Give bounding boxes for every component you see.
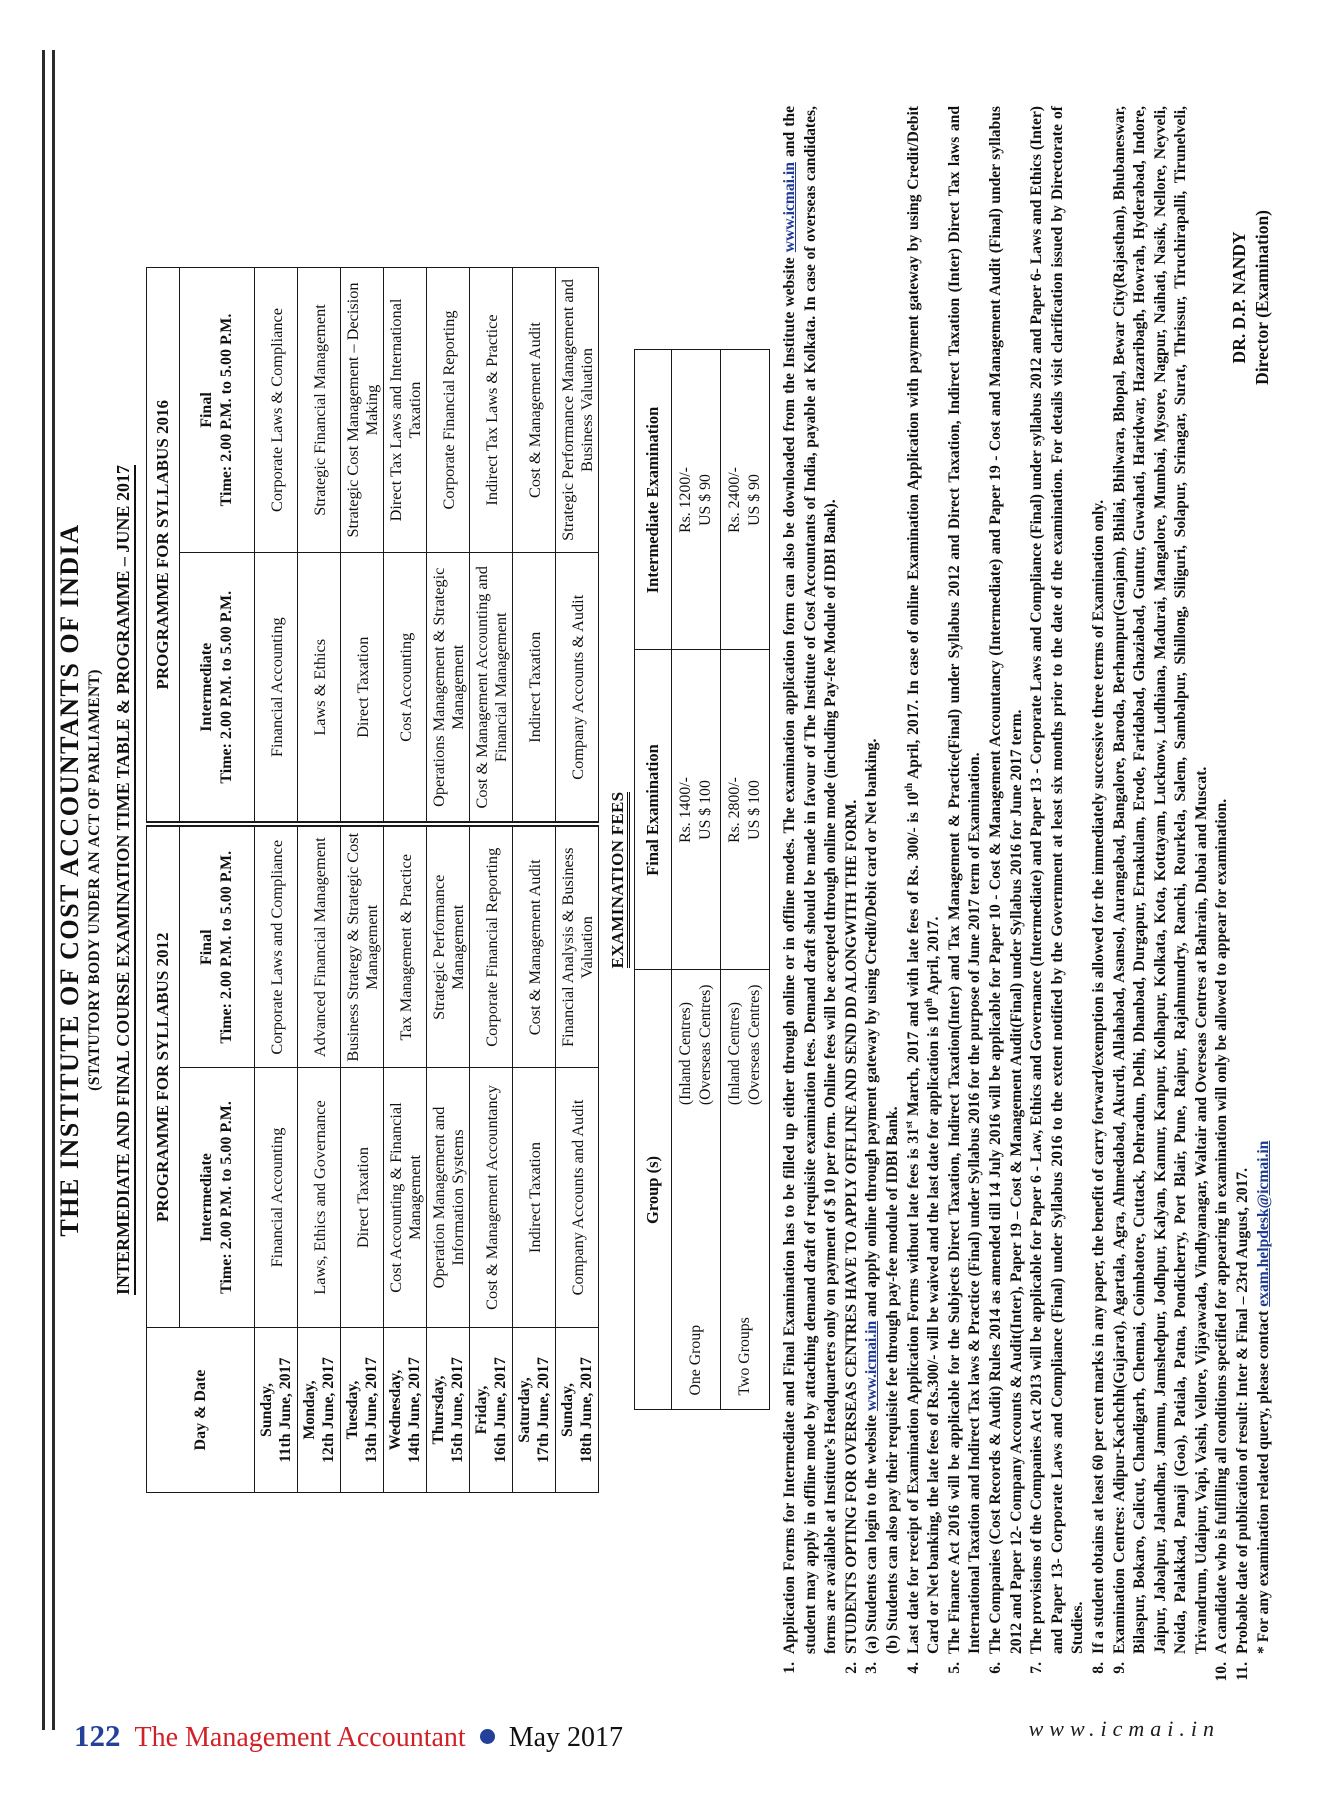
exam-timetable xyxy=(146,267,599,1493)
day-name: Sunday, xyxy=(559,1383,576,1438)
fees-row xyxy=(672,350,721,1410)
note-text: A candidate who is fulfilling all conditions specified for appearing in examination will only be allowed to appear for examination. xyxy=(1213,798,1231,1654)
timetable-group-header-row xyxy=(147,267,180,1492)
session-time: Time: 2.00 P.M. to 5.00 P.M. xyxy=(218,590,235,784)
day-cell xyxy=(255,1328,298,1493)
signoff-role: Director (Examination) xyxy=(1252,210,1273,385)
subject-cell: Operations Management & Strategic Management xyxy=(427,553,470,825)
fees-group-cell xyxy=(721,970,770,1410)
subject-cell: Strategic Financial Management xyxy=(298,267,341,552)
table-row xyxy=(556,267,599,1492)
subject-cell: Corporate Financial Reporting xyxy=(427,267,470,552)
subject-cell: Cost & Management Audit xyxy=(513,267,556,552)
fees-group-wrap xyxy=(725,979,765,1402)
notes-section xyxy=(780,60,1274,1700)
day-date: 17th June, 2017 xyxy=(535,1357,552,1463)
note-text: Application Forms for Intermediate and Final Examination has to be filled up either through online or in offline modes. The examination application form can also be downloaded from the Institute website xyxy=(781,252,798,1654)
note-text: The Finance Act 2016 will be applicable for the Subjects Direct Taxation, Indirect Taxation(Inter) and Tax Management & Practice(Final) under Syllabus 2012 and Direct Taxation, Indirect Taxation (Inter) Direct Tax laws and International Taxation and Indirect Tax laws & Practice (Final) under Syllabus 2016 for the purpose of June 2017 term of Examination. xyxy=(945,106,984,1654)
note-number: 2. xyxy=(842,1662,860,1674)
footer-website[interactable]: www.icmai.in xyxy=(1028,1716,1220,1741)
note-item xyxy=(1089,106,1110,1690)
day-name: Thursday, xyxy=(430,1375,447,1445)
day-date-header: Day & Date xyxy=(147,1328,255,1493)
icmai-website-link[interactable]: www.icmai.in xyxy=(863,1320,881,1411)
note-text: The Companies (Cost Records & Audit) Rules 2014 as amended till 14 July 2016 will be applicable for Paper 10 - Cost & Management Accountancy (Intermediate) and Paper 19 - Cost and Management Audit (Final) under syllabus 2012 and Paper 12- Company Accounts & Audit(Inter), Paper 19 – Cost & Management Audit(Final) under Syllabus 2016 for June 2017 term. xyxy=(986,106,1025,1654)
table-row xyxy=(341,267,384,1492)
day-name: Tuesday, xyxy=(344,1380,361,1440)
note-text: The provisions of the Companies Act 2013 will be applicable for Paper 6 - Law, Ethics and Governance (Intermediate) and Paper 13 - Corporate Laws and Compliance (Final) under syllabus 2012 and Paper 6- Laws and Ethics (Inter) and Paper 13- Corporate Laws and Compliance (Final) under Syllabus 2016 to the extent notified by the Government at least six months prior to the date of the examination. For details visit clarification issued by Directorate of Studies. xyxy=(1028,106,1087,1654)
fees-header-row xyxy=(635,350,672,1410)
day-date: 12th June, 2017 xyxy=(320,1357,337,1463)
fees-intermediate-cell: Rs. 1200/- US $ 90 xyxy=(672,350,721,650)
table-row xyxy=(384,267,427,1492)
day-date: 16th June, 2017 xyxy=(492,1357,509,1463)
email-link[interactable]: exam.helpdesk@icmai.in xyxy=(1254,1140,1272,1307)
note-number: 6. xyxy=(986,1662,1004,1674)
exam-heading-wrap xyxy=(113,60,134,1700)
magazine-footer xyxy=(74,1718,623,1754)
bullet-dot-icon xyxy=(480,1729,495,1744)
subject-cell: Company Accounts and Audit xyxy=(556,1068,599,1328)
signoff-name: DR. D.P. NANDY xyxy=(1229,231,1250,364)
note-number: 8. xyxy=(1089,1662,1107,1674)
subject-cell: Direct Taxation xyxy=(341,553,384,825)
subject-cell: Cost & Management Accounting and Financial Management xyxy=(470,553,513,825)
magazine-name: The Management Accountant xyxy=(134,1722,466,1753)
subject-cell: Indirect Taxation xyxy=(513,553,556,825)
session-header xyxy=(180,267,255,552)
day-name: Monday, xyxy=(301,1380,318,1440)
note-item xyxy=(780,106,842,1690)
note-number: 3. xyxy=(863,1662,881,1674)
session-time: Time: 2.00 P.M. to 5.00 P.M. xyxy=(218,1101,235,1294)
ordinal-suffix: th xyxy=(903,782,915,792)
rotated-content xyxy=(55,60,1290,1700)
note-number: 4. xyxy=(904,1662,922,1674)
exam-heading: INTERMEDIATE AND FINAL COURSE EXAMINATION TIME TABLE & PROGRAMME – JUNE 2017 xyxy=(113,465,136,1295)
day-date: 15th June, 2017 xyxy=(449,1357,466,1463)
note-text: Last date for receipt of Examination Application Forms without late fees is 31 xyxy=(904,1128,922,1654)
session-label: Final xyxy=(198,392,215,428)
subject-cell: Cost Accounting xyxy=(384,553,427,825)
fees-row xyxy=(721,350,770,1410)
note-text: April, 2017. xyxy=(925,916,943,999)
note-item xyxy=(1233,106,1254,1690)
subject-cell: Financial Accounting xyxy=(255,553,298,825)
fees-group-cell xyxy=(672,970,721,1410)
subject-cell: Advanced Financial Management xyxy=(298,825,341,1068)
subject-cell: Direct Taxation xyxy=(341,1068,384,1328)
subject-cell: Operation Management and Information Systems xyxy=(427,1068,470,1328)
subject-cell: Tax Management & Practice xyxy=(384,825,427,1068)
subject-cell: Strategic Cost Management – Decision Making xyxy=(341,267,384,552)
session-time: Time: 2.00 P.M. to 5.00 P.M. xyxy=(218,313,235,507)
fees-group-centres: (Inland Centres) (Overseas Centres) xyxy=(726,984,763,1106)
timetable-session-header-row xyxy=(180,267,255,1492)
fees-col-groups: Group (s) xyxy=(635,970,672,1410)
subject-cell: Corporate Financial Reporting xyxy=(470,825,513,1068)
note-text: March, 2017 and with late fees of Rs. 300/- is 10 xyxy=(904,791,922,1121)
note-text: (b) Students can also pay their requisite fee through pay-fee module of IDBI Bank. xyxy=(883,1106,901,1654)
subject-cell: Financial Analysis & Business Valuation xyxy=(556,825,599,1068)
note-item xyxy=(904,106,945,1690)
subject-cell: Company Accounts & Audit xyxy=(556,553,599,825)
subject-cell: Cost & Management Accountancy xyxy=(470,1068,513,1328)
session-label: Final xyxy=(198,929,215,966)
subject-cell: Business Strategy & Strategic Cost Management xyxy=(341,825,384,1068)
subject-cell: Indirect Tax Laws & Practice xyxy=(470,267,513,552)
page-number: 122 xyxy=(74,1718,121,1753)
note-text: If a student obtains at least 60 per cent marks in any paper, the benefit of carry forward/exemption is allowed for the immediately successive three terms of Examination only. xyxy=(1089,499,1107,1654)
note-text: * For any examination related query, please contact xyxy=(1254,1306,1272,1654)
day-cell xyxy=(513,1328,556,1493)
note-number: 5. xyxy=(945,1662,963,1674)
note-item xyxy=(1254,106,1275,1690)
note-item xyxy=(1212,106,1233,1690)
fees-group-label: Two Groups xyxy=(736,1317,753,1396)
note-number: 10. xyxy=(1213,1662,1231,1682)
table-row xyxy=(470,267,513,1492)
day-cell xyxy=(470,1328,513,1493)
note-number: 9. xyxy=(1110,1662,1128,1674)
fees-heading: EXAMINATION FEES xyxy=(608,792,630,969)
day-name: Friday, xyxy=(473,1385,490,1435)
subject-cell: Corporate Laws & Compliance xyxy=(255,267,298,552)
note-text: Probable date of publication of result: Inter & Final – 23rd August, 2017. xyxy=(1234,1167,1252,1654)
table-row xyxy=(255,267,298,1492)
session-label: Intermediate xyxy=(198,1153,215,1242)
note-text: and the student may apply in offline mode by attaching demand draft of requisite examination fees. Demand draft should be made in favour of The Institute of Cost Accountants of India, payable at Kolkata. In case of overseas candidates, forms are available at Institute’s Headquarters only on payment of $ 10 per form. Online fees will be accepted through online mode (including Pay-fee Module of IDBI Bank). xyxy=(781,106,840,1654)
day-cell xyxy=(341,1328,384,1493)
fees-group-wrap xyxy=(676,979,716,1402)
subject-cell: Laws & Ethics xyxy=(298,553,341,825)
note-item xyxy=(862,106,903,1690)
note-item xyxy=(986,106,1027,1690)
note-item xyxy=(842,106,863,1690)
syllabus-2012-header: PROGRAMME FOR SYLLABUS 2012 xyxy=(147,825,180,1328)
fees-final-cell: Rs. 2800/- US $ 100 xyxy=(721,650,770,970)
day-cell xyxy=(427,1328,470,1493)
day-name: Wednesday, xyxy=(387,1369,404,1451)
subject-cell: Strategic Performance Management xyxy=(427,825,470,1068)
note-text: and apply online through payment gateway by using Credit/Debit card or Net banking. xyxy=(863,738,881,1321)
page-left-border-rule xyxy=(42,50,55,1730)
day-cell xyxy=(298,1328,341,1493)
institute-title: THE INSTITUTE OF COST ACCOUNTANTS OF INDIA xyxy=(55,523,84,1237)
note-text: Examination Centres: Adipur-Kachchh(Gujarat), Agartala, Agra, Ahmedabad, Akurdi, Allahabad, Asansol, Aurangabad, Bangalore, Baroda, Berhampur(Ganjam), Bhilai, Bhilwara, Bhopal, Bewar City(Rajasthan), Bhubaneswar, Bilaspur, Bokaro, Calicut, Chandigarh, Chennai, Coimbatore, Cuttack, Dehradun, Delhi, Dhanbad, Durgapur, Ernakulam, Erode, Faridabad, Ghaziabad, Guntur, Guwahati, Haridwar, Hazaribagh, Howrah, Hyderabad, Indore, Jaipur, Jabalpur, Jalandhar, Jammu, Jamshedpur, Jodhpur, Kalyan, Kannur, Kanpur, Kolhapur, Kolkata, Kota, Kottayam, Lucknow, Ludhiana, Madurai, Mangalore, Mumbai, Mysore, Nagpur, Naihati, Nasik, Nellore, Neyveli, Noida, Palakkad, Panaji (Goa), Patiala, Patna, Pondicherry, Port Blair, Pune, Raipur, Rajahmundry, Ranchi, Rourkela, Salem, Sambalpur, Shillong, Siliguri, Solapur, Srinagar, Surat, Thrissur, Tiruchirapalli, Tirunelveli, Trivandrum, Udaipur, Vapi, Vashi, Vellore, Vijayawada, Vindhyanagar, Waltair and Overseas Centres at Bahrain, Dubai and Muscat. xyxy=(1110,106,1210,1654)
subject-cell: Corporate Laws and Compliance xyxy=(255,825,298,1068)
fees-final-cell: Rs. 1400/- US $ 100 xyxy=(672,650,721,970)
subject-cell: Financial Accounting xyxy=(255,1068,298,1328)
day-date: 13th June, 2017 xyxy=(363,1357,380,1463)
subject-cell: Indirect Taxation xyxy=(513,1068,556,1328)
note-number: 11. xyxy=(1234,1662,1252,1681)
note-item xyxy=(1110,106,1213,1690)
note-text: April, 2017. In case of online Examination Application with payment gateway by using Credit/Debit Card or Net banking, the late fees of Rs.300/- will be waived and the last date for application is 10 xyxy=(904,106,943,1654)
subject-cell: Strategic Performance Management and Business Valuation xyxy=(556,267,599,552)
notes-list xyxy=(780,106,1274,1690)
session-time: Time: 2.00 P.M. to 5.00 P.M. xyxy=(218,850,235,1044)
syllabus-2016-header: PROGRAMME FOR SYLLABUS 2016 xyxy=(147,267,180,824)
day-date: 14th June, 2017 xyxy=(406,1357,423,1463)
fees-group-label: One Group xyxy=(687,1324,704,1396)
day-cell xyxy=(556,1328,599,1493)
fees-col-final: Final Examination xyxy=(635,650,672,970)
ordinal-suffix: st xyxy=(903,1120,915,1129)
table-row xyxy=(513,267,556,1492)
note-text: STUDENTS OPTING FOR OVERSEAS CENTRES HAVE TO APPLY OFFLINE AND SEND DD ALONGWITH THE FORM. xyxy=(842,799,860,1654)
fees-table xyxy=(634,350,770,1411)
note-item xyxy=(945,106,986,1690)
institute-subtitle: (STATUTORY BODY UNDER AN ACT OF PARLIAMENT) xyxy=(86,669,103,1091)
note-text: (a) Students can login to the website xyxy=(863,1410,881,1654)
day-name: Saturday, xyxy=(516,1377,533,1443)
fees-group-centres: (Inland Centres) (Overseas Centres) xyxy=(677,984,714,1106)
session-header xyxy=(180,1068,255,1328)
table-row xyxy=(427,267,470,1492)
fees-col-intermediate: Intermediate Examination xyxy=(635,350,672,650)
session-label: Intermediate xyxy=(198,642,215,732)
session-header xyxy=(180,553,255,825)
day-name: Sunday, xyxy=(258,1383,275,1438)
day-date: 18th June, 2017 xyxy=(578,1357,595,1463)
day-date: 11th June, 2017 xyxy=(277,1357,294,1463)
issue-date: May 2017 xyxy=(508,1722,624,1753)
note-number: 7. xyxy=(1028,1662,1046,1674)
day-cell xyxy=(384,1328,427,1493)
subject-cell: Direct Tax Laws and International Taxation xyxy=(384,267,427,552)
subject-cell: Laws, Ethics and Governance xyxy=(298,1068,341,1328)
note-number: 1. xyxy=(781,1662,798,1674)
note-item xyxy=(1027,106,1089,1690)
session-header xyxy=(180,825,255,1068)
fees-heading-wrap xyxy=(608,60,628,1700)
subject-cell: Cost Accounting & Financial Management xyxy=(384,1068,427,1328)
subject-cell: Cost & Management Audit xyxy=(513,825,556,1068)
table-row xyxy=(298,267,341,1492)
fees-intermediate-cell: Rs. 2400/- US $ 90 xyxy=(721,350,770,650)
ordinal-suffix: th xyxy=(923,998,935,1007)
icmai-website-link[interactable]: www.icmai.in xyxy=(781,162,798,253)
